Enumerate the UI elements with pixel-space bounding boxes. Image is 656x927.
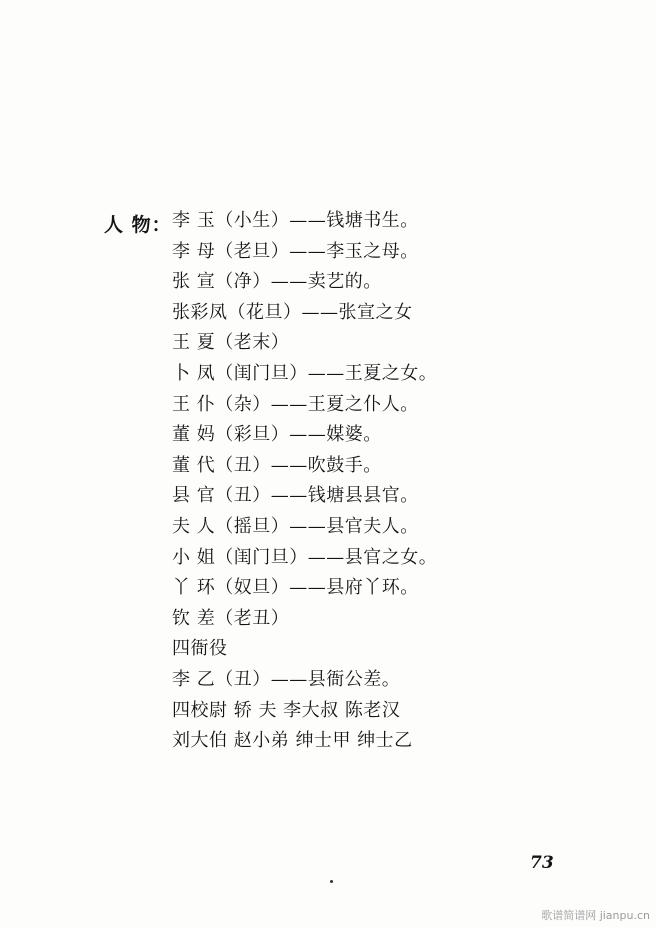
- cast-entry: 县 官（丑）——钱塘县县官。: [172, 485, 419, 507]
- cast-entry: 四衙役: [172, 638, 228, 660]
- cast-entry: 卜 凤（闺门旦）——王夏之女。: [172, 362, 438, 384]
- cast-entry: 董 代（丑）——吹鼓手。: [172, 454, 382, 476]
- cast-entry: 李 玉（小生）——钱塘书生。: [172, 210, 419, 231]
- cast-entry: 李 乙（丑）——县衙公差。: [172, 668, 401, 690]
- cast-heading: 人 物：: [104, 214, 172, 236]
- page-number: 73: [530, 853, 554, 873]
- site-watermark: 歌谱简谱网 jianpu.cn: [541, 909, 650, 922]
- cast-list: [172, 206, 437, 757]
- cast-entry: 李 母（老旦）——李玉之母。: [172, 240, 419, 262]
- cast-entry: 王 夏（老末）: [172, 332, 290, 354]
- cast-entry: 张 宣（净）——卖艺的。: [172, 271, 382, 293]
- cast-entry: 丫 环（奴旦）——县府丫环。: [172, 577, 419, 599]
- cast-entry: 四校尉 轿 夫 李大叔 陈老汉: [172, 699, 401, 721]
- cast-entry: 董 妈（彩旦）——媒婆。: [172, 424, 382, 446]
- print-speck: [330, 880, 333, 883]
- cast-entry: 钦 差（老丑）: [172, 607, 290, 629]
- cast-entry: 刘大伯 赵小弟 绅士甲 绅士乙: [172, 730, 413, 752]
- cast-entry: 小 姐（闺门旦）——县官之女。: [172, 546, 438, 568]
- cast-entry: 张彩凤（花旦）——张宣之女: [172, 301, 413, 323]
- cast-entry: 夫 人（摇旦）——县官夫人。: [172, 515, 419, 537]
- cast-entry: 王 仆（杂）——王夏之仆人。: [172, 393, 419, 415]
